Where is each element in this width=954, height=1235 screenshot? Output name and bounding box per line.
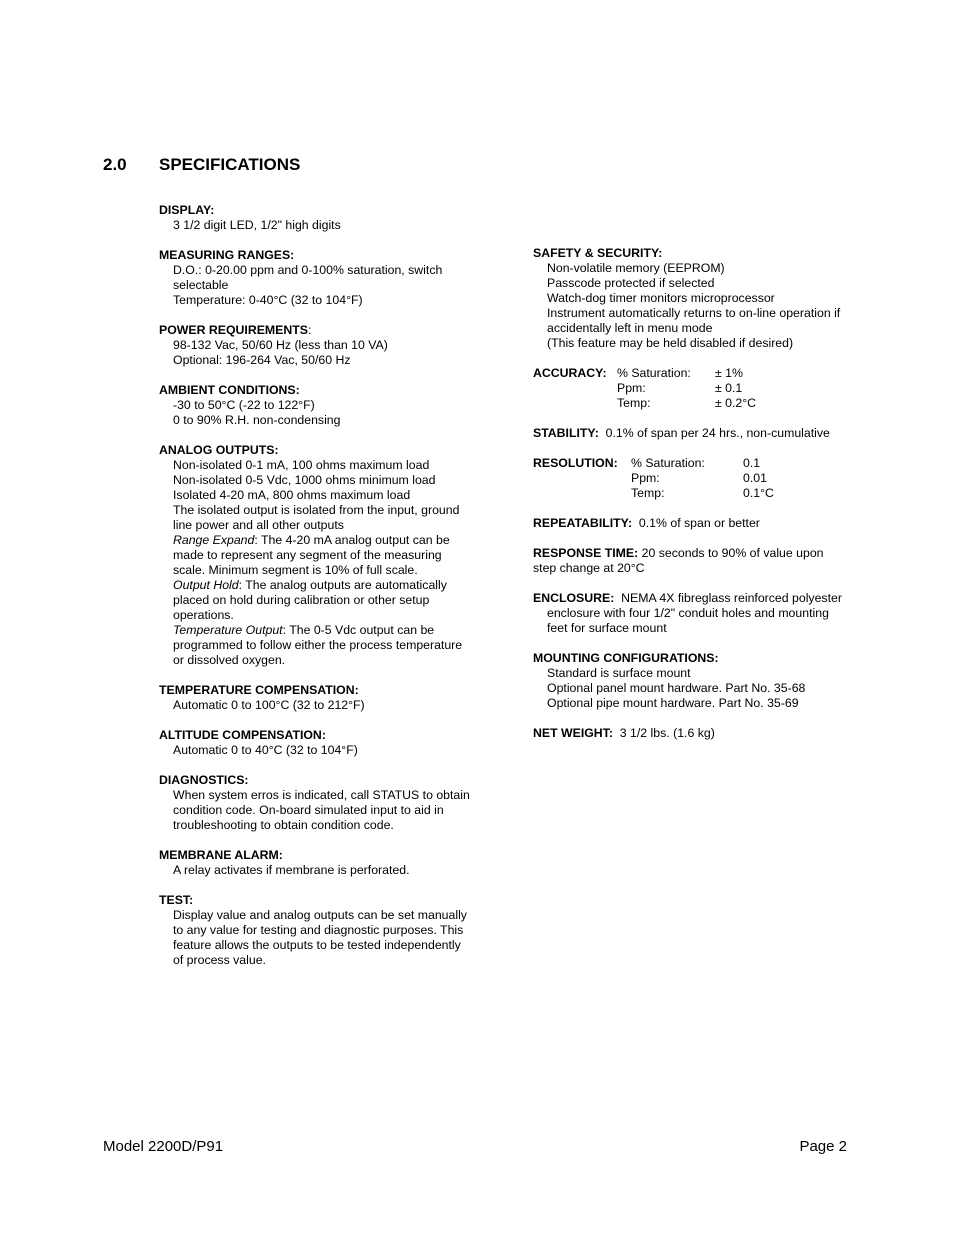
spec-label: ACCURACY: [533, 366, 607, 380]
spec-label: ENCLOSURE: [533, 591, 615, 605]
spec-label: ALTITUDE COMPENSATION: [159, 728, 326, 742]
spec-label: DIAGNOSTICS: [159, 773, 249, 787]
spec-display: DISPLAY: 3 1/2 digit LED, 1/2" high digits [159, 203, 489, 233]
spec-power: POWER REQUIREMENTS: 98-132 Vac, 50/60 Hz (less than 10 VA) Optional: 196-264 Vac, 50/60 Hz [159, 323, 388, 367]
spec-label: REPEATABILITY: [533, 516, 633, 530]
spec-label: ANALOG OUTPUTS: [159, 443, 279, 457]
spec-safety-security: SAFETY & SECURITY: Non-volatile memory (EEPROM) Passcode protected if selected Watch-dog timer monitors microprocessor Instrument automatically returns to on-line operation if accidentally left in menu mode (This feature may be held disabled if desired) [533, 246, 853, 351]
footer-page-number: Page 2 [799, 1138, 847, 1155]
spec-altitude-compensation: ALTITUDE COMPENSATION: Automatic 0 to 40°C (32 to 104°F) [159, 728, 489, 758]
spec-label: MEASURING RANGES: [159, 248, 295, 262]
spec-measuring-ranges: MEASURING RANGES: D.O.: 0-20.00 ppm and 0-100% saturation, switch selectable Temperature: 0-40°C (32 to 104°F) [159, 248, 489, 308]
spec-mounting: MOUNTING CONFIGURATIONS: Standard is surface mount Optional panel mount hardware. Part No. 35-68 Optional pipe mount hardware. Part No. 35-69 [533, 651, 853, 711]
table-row: Temp: ± 0.2°C [617, 396, 757, 410]
accuracy-table [617, 366, 756, 411]
spec-label: TEMPERATURE COMPENSATION: [159, 683, 359, 697]
table-row: % Saturation: ± 1% [617, 366, 743, 380]
spec-label: MEMBRANE ALARM: [159, 848, 283, 862]
spec-temperature-compensation: TEMPERATURE COMPENSATION: Automatic 0 to 100°C (32 to 212°F) [159, 683, 489, 713]
left-column [159, 203, 489, 983]
spec-label: MOUNTING CONFIGURATIONS: [533, 651, 719, 665]
table-row: Temp: 0.1°C [631, 486, 774, 500]
spec-diagnostics: DIAGNOSTICS: When system erros is indicated, call STATUS to obtain condition code. On-board simulated input to aid in troubleshooting to obtain condition code. [159, 773, 489, 833]
spec-analog-outputs: ANALOG OUTPUTS: Non-isolated 0-1 mA, 100 ohms maximum load Non-isolated 0-5 Vdc, 1000 ohms minimum load Isolated 4-20 mA, 800 ohms maximum load The isolated output is isolated from the input, ground line power and all other outputs Range Expand: The 4-20 mA analog output can be made to represent any segment of the measuring scale. Minimum segment is 10% of full scale. Output Hold: The analog outputs are automatically placed on hold during calibration or other setup operations. Temperature Output: The 0-5 Vdc output can be programmed to follow either the process temperature or dissolved oxygen. [159, 443, 489, 668]
spec-accuracy [533, 366, 853, 411]
table-row: Ppm: 0.01 [631, 471, 767, 485]
right-column [533, 246, 853, 756]
spec-label: AMBIENT CONDITIONS: [159, 383, 300, 397]
footer-model: Model 2200D/P91 [103, 1138, 224, 1155]
spec-label: RESPONSE TIME: [533, 546, 639, 560]
table-row: % Saturation: 0.1 [631, 456, 761, 470]
spec-enclosure: ENCLOSURE: NEMA 4X fibreglass reinforced polyester enclosure with four 1/2" conduit holes and mounting feet for surface mount [533, 591, 842, 635]
spec-stability: STABILITY: 0.1% of span per 24 hrs., non-cumulative [533, 426, 830, 440]
resolution-table [631, 456, 774, 501]
spec-resolution [533, 456, 853, 501]
spec-net-weight: NET WEIGHT: 3 1/2 lbs. (1.6 kg) [533, 726, 715, 740]
section-heading [103, 155, 300, 175]
spec-label: STABILITY: [533, 426, 599, 440]
table-row: Ppm: ± 0.1 [617, 381, 743, 395]
spec-label: RESOLUTION: [533, 456, 618, 470]
spec-membrane-alarm: MEMBRANE ALARM: A relay activates if membrane is perforated. [159, 848, 489, 878]
spec-ambient: AMBIENT CONDITIONS: -30 to 50°C (-22 to 122°F) 0 to 90% R.H. non-condensing [159, 383, 489, 428]
spec-test: TEST: Display value and analog outputs can be set manually to any value for testing and diagnostic purposes. This feature allows the outputs to be tested independently of process value. [159, 893, 489, 968]
spec-repeatability: REPEATABILITY: 0.1% of span or better [533, 516, 760, 530]
section-number: 2.0 [103, 155, 127, 174]
spec-label: TEST: [159, 893, 194, 907]
section-title: SPECIFICATIONS [159, 155, 301, 174]
spec-label: SAFETY & SECURITY: [533, 246, 663, 260]
spec-response-time: RESPONSE TIME: 20 seconds to 90% of value upon step change at 20°C [533, 546, 824, 575]
spec-label: POWER REQUIREMENTS [159, 323, 308, 337]
spec-label: DISPLAY: [159, 203, 215, 217]
spec-label: NET WEIGHT: [533, 726, 613, 740]
